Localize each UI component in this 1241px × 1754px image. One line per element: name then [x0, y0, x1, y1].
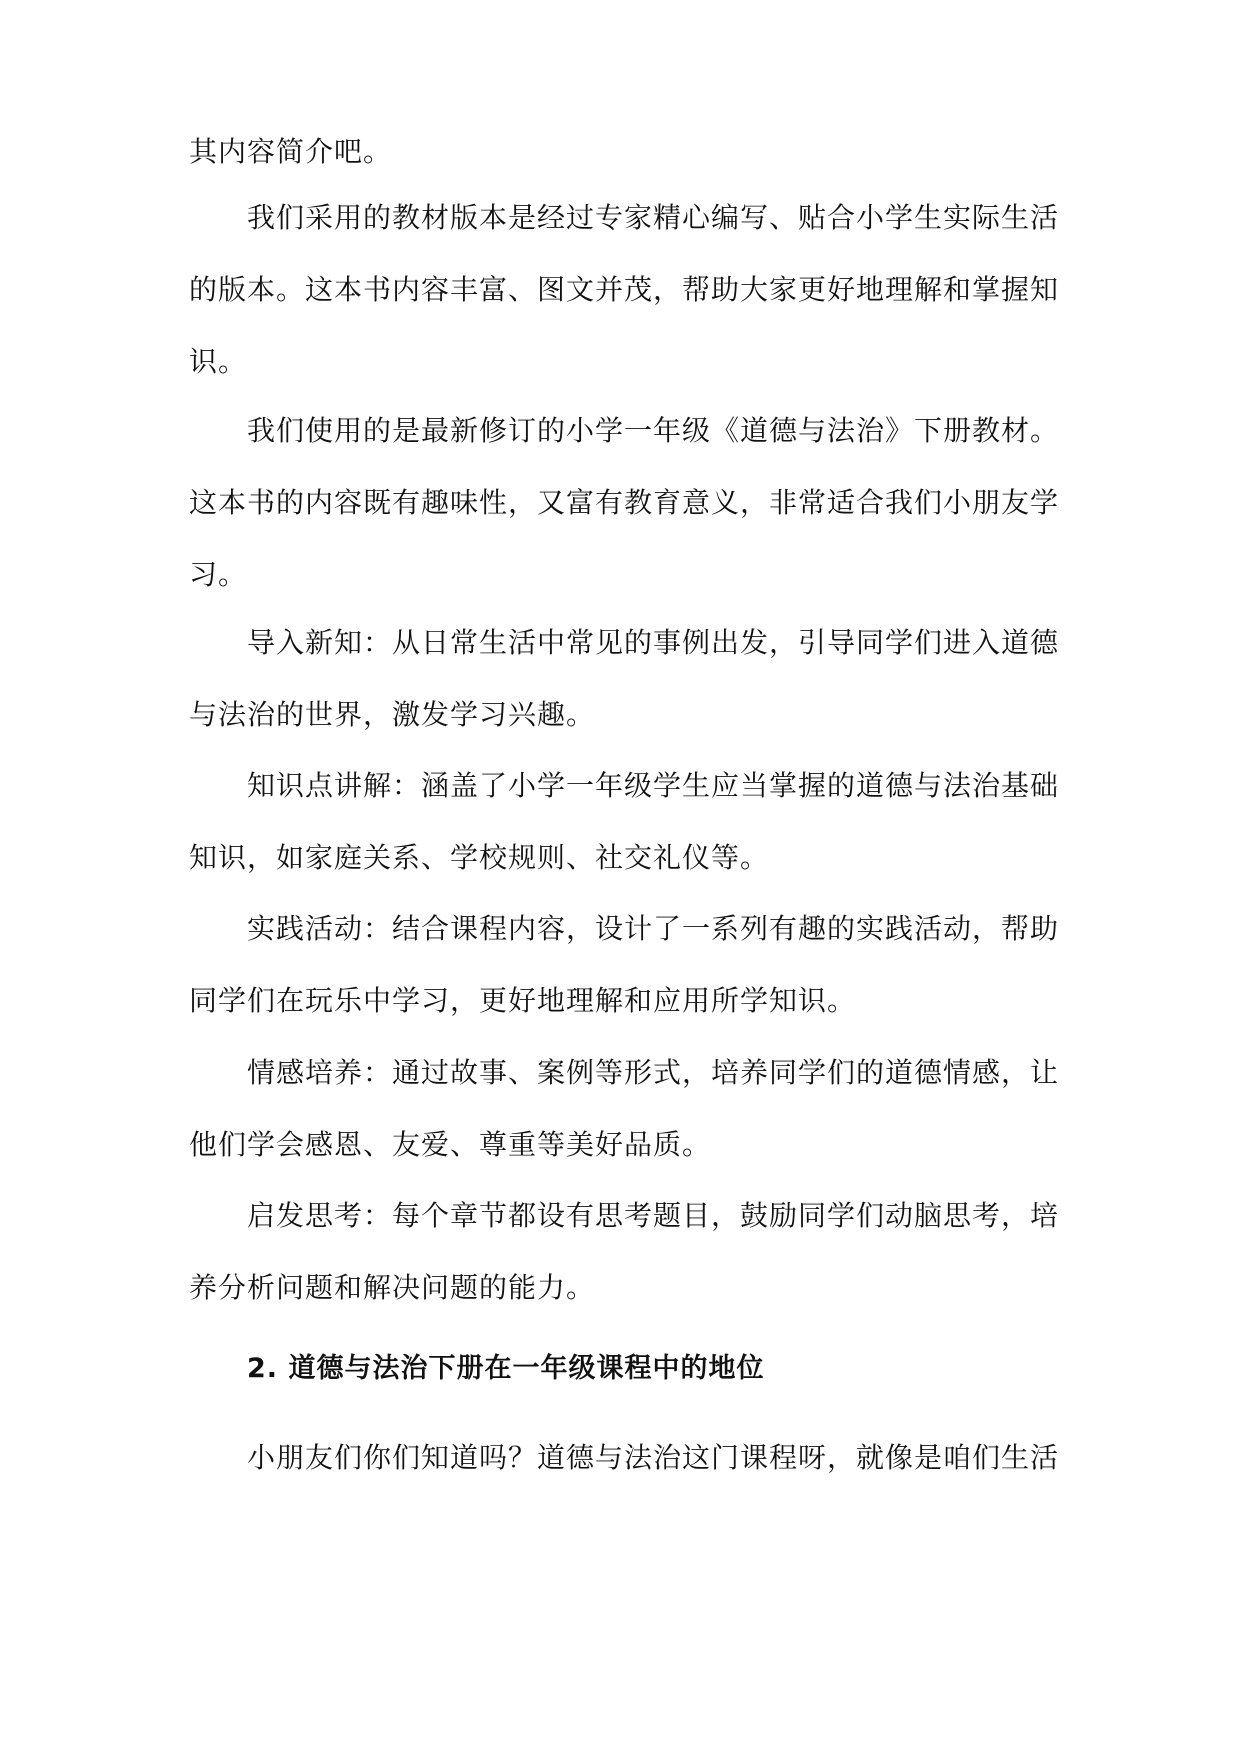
text-line: 小朋友们你们知道吗？道德与法治这门课程呀，就像是咱们生活	[247, 1441, 1060, 1474]
text-line: 情感培养：通过故事、案例等形式，培养同学们的道德情感，让	[247, 1056, 1060, 1089]
paragraph-emotional-cultivation	[189, 1037, 1059, 1181]
text-line: 与法治的世界，激发学习兴趣。	[189, 698, 596, 731]
paragraph-course-position	[189, 1422, 1059, 1494]
text-line: 习。	[189, 558, 248, 591]
text-line: 我们采用的教材版本是经过专家精心编写、贴合小学生实际生活	[247, 201, 1060, 234]
text-line: 养分析问题和解决问题的能力。	[189, 1271, 596, 1304]
text-line: 其内容简介吧。	[189, 135, 393, 168]
text-line: 导入新知：从日常生活中常见的事例出发，引导同学们进入道德	[247, 626, 1060, 659]
text-line: 的版本。这本书内容丰富、图文并茂，帮助大家更好地理解和掌握知	[189, 273, 1060, 306]
text-line: 识。	[189, 345, 248, 378]
paragraph-intro-end	[189, 116, 1059, 188]
text-line: 启发思考：每个章节都设有思考题目，鼓励同学们动脑思考，培	[247, 1199, 1060, 1232]
text-line: 知识点讲解：涵盖了小学一年级学生应当掌握的道德与法治基础	[247, 769, 1060, 802]
text-line: 我们使用的是最新修订的小学一年级《道德与法治》下册教材。	[247, 414, 1060, 447]
text-line: 实践活动：结合课程内容，设计了一系列有趣的实践活动，帮助	[247, 912, 1060, 945]
paragraph-latest-edition	[189, 395, 1059, 611]
section-heading: 2. 道德与法治下册在一年级课程中的地位	[247, 1353, 765, 1384]
text-line: 他们学会感恩、友爱、尊重等美好品质。	[189, 1128, 712, 1161]
text-line: 这本书的内容既有趣味性，又富有教育意义，非常适合我们小朋友学	[189, 486, 1060, 519]
paragraph-introduction	[189, 607, 1059, 751]
text-line: 知识，如家庭关系、学校规则、社交礼仪等。	[189, 841, 770, 874]
paragraph-knowledge-points	[189, 750, 1059, 894]
text-line: 同学们在玩乐中学习，更好地理解和应用所学知识。	[189, 984, 857, 1017]
paragraph-inspire-thinking	[189, 1180, 1059, 1324]
paragraph-textbook-version	[189, 182, 1059, 398]
paragraph-practice-activities	[189, 893, 1059, 1037]
